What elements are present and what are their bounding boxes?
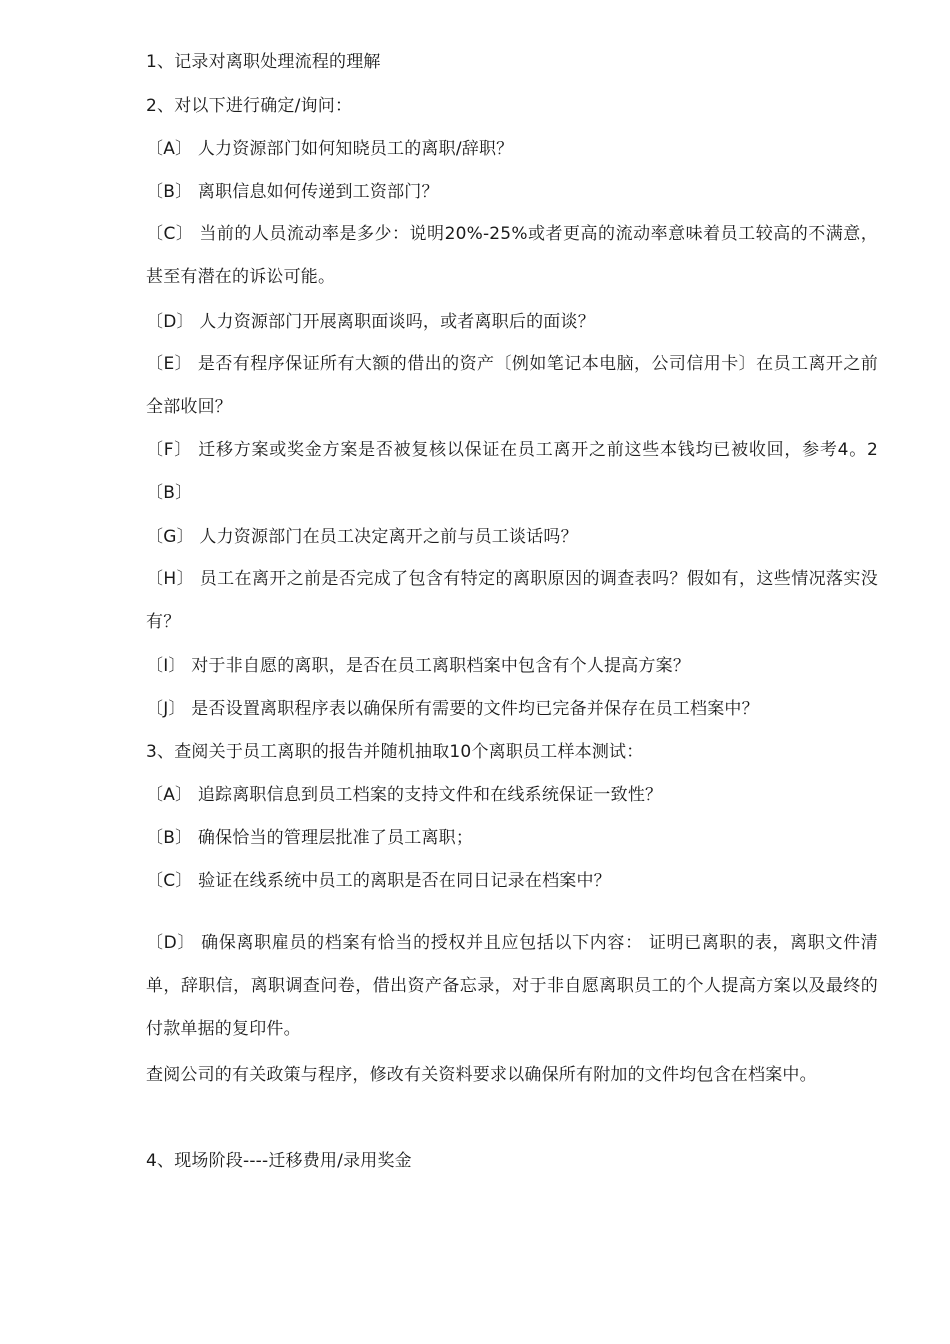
section-2-heading: 2、对以下进行确定/询问：	[146, 96, 353, 116]
item-3a: 〔A〕 追踪离职信息到员工档案的支持文件和在线系统保证一致性？	[146, 785, 663, 805]
item-2b: 〔B〕 离职信息如何传递到工资部门？	[146, 182, 439, 202]
policy-review-paragraph: 查阅公司的有关政策与程序，修改有关资料要求以确保所有附加的文件均包含在档案中。	[146, 1065, 817, 1085]
item-2g: 〔G〕 人力资源部门在员工决定离开之前与员工谈话吗？	[146, 527, 578, 547]
item-2f: 〔F〕 迁移方案或奖金方案是否被复核以保证在员工离开之前这些本钱均已被收回，参考4。2〔B〕	[146, 440, 878, 503]
item-2i: 〔I〕 对于非自愿的离职，是否在员工离职档案中包含有个人提高方案？	[146, 656, 691, 676]
item-2c: 〔C〕 当前的人员流动率是多少：说明20%-25%或者更高的流动率意味着员工较高的不满意，甚至有潜在的诉讼可能。	[146, 224, 878, 287]
item-3d: 〔D〕 确保离职雇员的档案有恰当的授权并且应包括以下内容： 证明已离职的表，离职文件清单，辞职信，离职调查问卷，借出资产备忘录，对于非自愿离职员工的个人提高方案以及最终的付款单据的复印件。	[146, 933, 878, 1039]
item-2h: 〔H〕 员工在离开之前是否完成了包含有特定的离职原因的调查表吗？假如有，这些情况落实没有？	[146, 569, 878, 632]
item-3b: 〔B〕 确保恰当的管理层批准了员工离职；	[146, 828, 474, 848]
item-2j: 〔J〕 是否设置离职程序表以确保所有需要的文件均已完备并保存在员工档案中？	[146, 699, 759, 719]
item-3c: 〔C〕 验证在线系统中员工的离职是否在同日记录在档案中？	[146, 871, 611, 891]
section-4-heading: 4、现场阶段----迁移费用/录用奖金	[146, 1151, 412, 1171]
item-2a: 〔A〕 人力资源部门如何知晓员工的离职/辞职？	[146, 139, 514, 159]
item-2e: 〔E〕 是否有程序保证所有大额的借出的资产〔例如笔记本电脑，公司信用卡〕在员工离开之前全部收回？	[146, 354, 878, 417]
section-1-heading: 1、记录对离职处理流程的理解	[146, 52, 381, 72]
section-3-heading: 3、查阅关于员工离职的报告并随机抽取10个离职员工样本测试：	[146, 742, 644, 762]
item-2d: 〔D〕 人力资源部门开展离职面谈吗，或者离职后的面谈？	[146, 312, 595, 332]
